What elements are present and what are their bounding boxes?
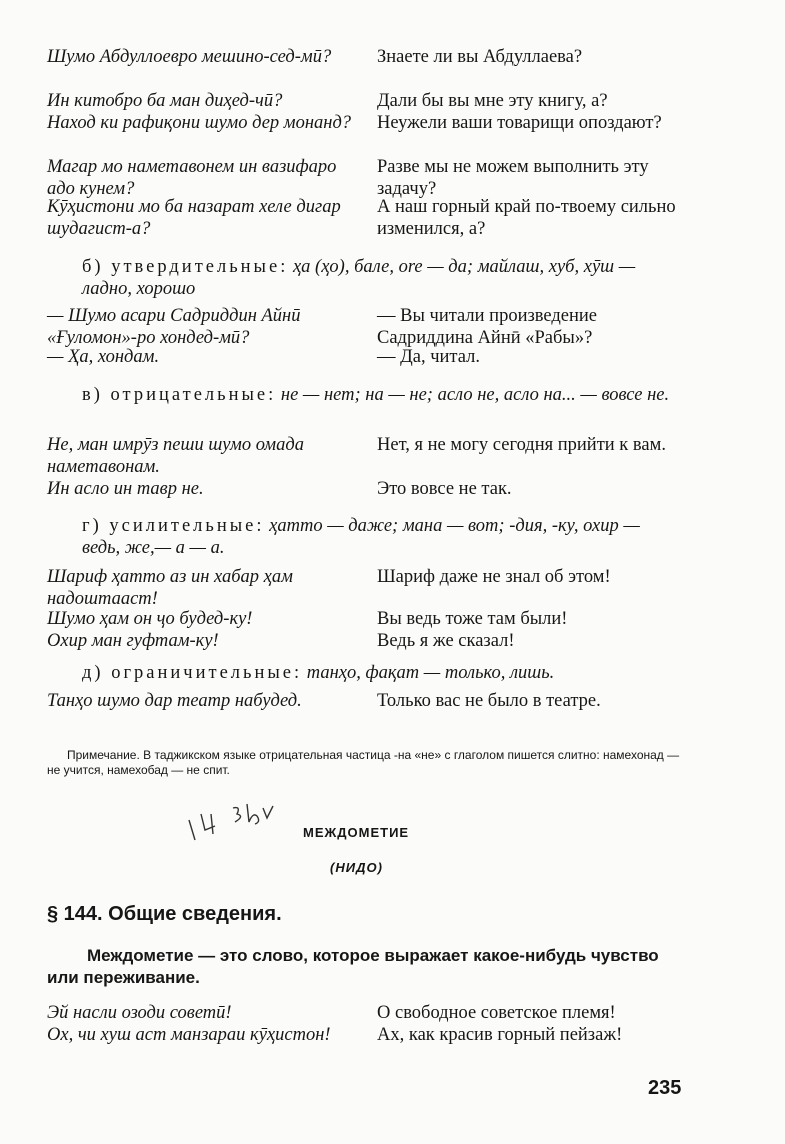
subsection-intensifying <box>82 515 682 559</box>
subsection-label: в) отрицательные: <box>82 385 277 405</box>
example-pair <box>47 690 687 712</box>
tajik-sentence: Кӯҳистони мо ба назарат хеле дигар шудагист-а? <box>47 197 341 239</box>
russian-translation: — Вы читали произведение Садриддина Айнӣ «Рабы»? <box>377 306 598 348</box>
russian-translation: Только вас не было в театре. <box>377 691 601 711</box>
tajik-sentence: Шумо ҳам он ҷо будед-ку! <box>47 609 253 629</box>
subsection-negative <box>82 384 682 406</box>
example-pair <box>47 196 687 240</box>
example-pair <box>47 112 687 134</box>
example-pair <box>47 156 687 200</box>
russian-translation: Это вовсе не так. <box>377 479 512 499</box>
example-pair <box>47 478 687 500</box>
tajik-sentence: Ох, чи хуш аст манзараи кӯҳистон! <box>47 1025 331 1045</box>
tajik-sentence: Ин асло ин тавр не. <box>47 479 204 499</box>
example-pair <box>47 566 687 610</box>
tajik-sentence: Эй насли озоди советӣ! <box>47 1003 232 1023</box>
tajik-sentence: Охир ман гуфтам-ку! <box>47 631 219 651</box>
subsection-words: ҳа (ҳо), бале, ore — да; майлаш, хуб, хӯш — ладно, хорошо <box>82 257 636 299</box>
tajik-sentence: Не, ман имрӯз пеши шумо омада наметавонам. <box>47 435 304 477</box>
example-pair <box>47 1024 687 1046</box>
handwritten-mark <box>185 800 275 845</box>
subsection-restrictive <box>82 662 682 684</box>
paragraph-title: § 144. Общие сведения. <box>47 903 282 925</box>
subsection-words: не — нет; на — не; асло не, асло на... — вовсе не. <box>280 385 670 405</box>
tajik-sentence: Наход ки рафиқони шумо дер монанд? <box>47 113 352 133</box>
russian-translation: Нет, я не могу сегодня прийти к вам. <box>377 435 666 455</box>
example-pair <box>47 434 687 478</box>
tajik-sentence: — Ҳа, хондам. <box>47 347 160 367</box>
russian-translation: А наш горный край по-твоему сильно изменился, а? <box>377 197 676 239</box>
example-pair <box>47 1002 687 1024</box>
russian-translation: — Да, читал. <box>377 347 480 367</box>
footnote: Примечание. В таджикском языке отрицательная частица -на «не» с глаголом пишется слитно: намехонад — не учится, намехобад — не спит. <box>47 748 680 777</box>
subsection-words: ҳатто — даже; мана — вот; -дия, -ку, охир — ведь, же,— а — а. <box>82 516 640 558</box>
russian-translation: Знаете ли вы Абдуллаева? <box>377 47 583 67</box>
example-pair <box>47 305 687 349</box>
tajik-sentence: Магар мо наметавонем ин вазифаро адо кунем? <box>47 157 337 199</box>
example-pair <box>47 608 687 630</box>
example-pair <box>47 46 687 68</box>
example-pair <box>47 90 687 112</box>
russian-translation: Ах, как красив горный пейзаж! <box>377 1025 623 1045</box>
tajik-sentence: — Шумо асари Садриддин Айнӣ «Ғуломон»-ро хондед-мӣ? <box>47 306 301 348</box>
subsection-label: д) ограничительные: <box>82 663 303 683</box>
russian-translation: Неужели ваши товарищи опоздают? <box>377 113 662 133</box>
subsection-label: г) усилительные: <box>82 516 265 536</box>
subsection-affirmative <box>82 256 682 300</box>
subsection-words: танҳо, фақат — только, лишь. <box>306 663 555 683</box>
example-pair <box>47 630 687 652</box>
russian-translation: Шариф даже не знал об этом! <box>377 567 611 587</box>
russian-translation: Разве мы не можем выполнить эту задачу? <box>377 157 649 199</box>
subsection-label: б) утвердительные: <box>82 257 289 277</box>
page-number: 235 <box>648 1077 682 1099</box>
russian-translation: О свободное советское племя! <box>377 1003 616 1023</box>
section-subtitle: (НИДО) <box>330 860 383 875</box>
tajik-sentence: Ин китобро ба ман диҳед-чӣ? <box>47 91 283 111</box>
tajik-sentence: Шариф ҳатто аз ин хабар ҳам надоштааст! <box>47 567 293 609</box>
section-title: МЕЖДОМЕТИЕ <box>303 825 410 840</box>
russian-translation: Ведь я же сказал! <box>377 631 515 651</box>
tajik-sentence: Танҳо шумо дар театр набудед. <box>47 691 302 711</box>
tajik-sentence: Шумо Абдуллоевро мешино-сед-мӣ? <box>47 47 332 67</box>
definition-text: Междометие — это слово, которое выражает какое-нибудь чувство или переживание. <box>47 946 659 987</box>
example-pair <box>47 346 687 368</box>
russian-translation: Вы ведь тоже там были! <box>377 609 568 629</box>
russian-translation: Дали бы вы мне эту книгу, а? <box>377 91 608 111</box>
